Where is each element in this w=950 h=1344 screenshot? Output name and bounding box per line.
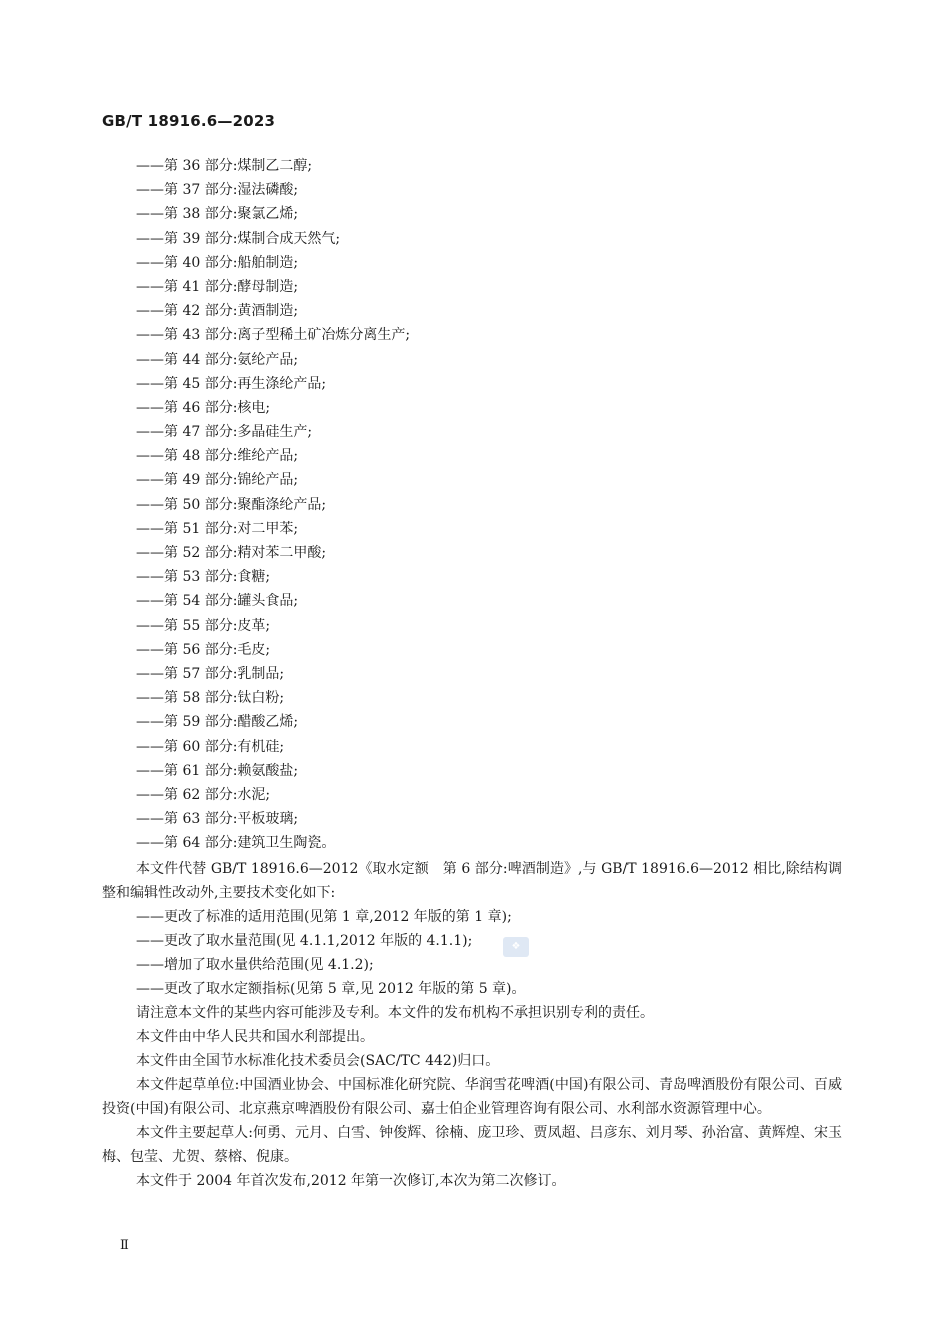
list-item: ——第 44 部分:氨纶产品; xyxy=(136,351,299,368)
document-body xyxy=(102,857,842,1193)
page-number: Ⅱ xyxy=(120,1238,129,1253)
list-item: ——第 59 部分:醋酸乙烯; xyxy=(136,714,299,731)
list-item: ——第 46 部分:核电; xyxy=(136,399,271,416)
list-item: ——第 61 部分:赖氨酸盐; xyxy=(136,762,299,779)
list-item: ——第 52 部分:精对苯二甲酸; xyxy=(136,545,327,561)
replacement-paragraph: 本文件代替 GB/T 18916.6—2012《取水定额 第 6 部分:啤酒制造》,与 GB/T 18916.6—2012 相比,除结构调整和编辑性改动外,主要技术变化如下: xyxy=(102,861,842,901)
list-item: ——第 57 部分:乳制品; xyxy=(136,665,285,682)
list-item: ——第 64 部分:建筑卫生陶瓷。 xyxy=(136,835,336,852)
list-item: ——第 50 部分:聚酯涤纶产品; xyxy=(136,496,327,513)
change-item: ——更改了取水定额指标(见第 5 章,见 2012 年版的第 5 章)。 xyxy=(136,981,526,997)
list-item: ——第 62 部分:水泥; xyxy=(136,786,271,803)
change-item: ——更改了取水量范围(见 4.1.1,2012 年版的 4.1.1); xyxy=(136,933,473,949)
list-item: ——第 40 部分:船舶制造; xyxy=(136,254,299,271)
list-item: ——第 39 部分:煤制合成天然气; xyxy=(136,230,341,247)
list-item: ——第 48 部分:维纶产品; xyxy=(136,448,299,465)
list-item: ——第 60 部分:有机硅; xyxy=(136,738,285,755)
parts-list xyxy=(136,154,410,855)
drafting-units-paragraph: 本文件起草单位:中国酒业协会、中国标准化研究院、华润雪花啤酒(中国)有限公司、青岛啤酒股份有限公司、百威投资(中国)有限公司、北京燕京啤酒股份有限公司、嘉士伯企业管理咨询有限公司、水利部水资源管理中心。 xyxy=(102,1077,842,1117)
proposer-paragraph: 本文件由中华人民共和国水利部提出。 xyxy=(136,1029,374,1045)
list-item: ——第 56 部分:毛皮; xyxy=(136,641,271,658)
list-item: ——第 47 部分:多晶硅生产; xyxy=(136,424,313,441)
list-item: ——第 49 部分:锦纶产品; xyxy=(136,472,299,489)
committee-paragraph: 本文件由全国节水标准化技术委员会(SAC/TC 442)归口。 xyxy=(136,1053,500,1069)
list-item: ——第 36 部分:煤制乙二醇; xyxy=(136,158,313,174)
list-item: ——第 54 部分:罐头食品; xyxy=(136,593,299,610)
change-item: ——增加了取水量供给范围(见 4.1.2); xyxy=(136,957,374,973)
watermark-logo-icon: ❖ xyxy=(503,937,529,957)
list-item: ——第 38 部分:聚氯乙烯; xyxy=(136,206,299,223)
list-item: ——第 42 部分:黄酒制造; xyxy=(136,303,299,320)
list-item: ——第 41 部分:酵母制造; xyxy=(136,278,299,295)
change-item: ——更改了标准的适用范围(见第 1 章,2012 年版的第 1 章); xyxy=(136,909,512,925)
list-item: ——第 53 部分:食糖; xyxy=(136,569,271,586)
drafters-paragraph: 本文件主要起草人:何勇、元月、白雪、钟俊辉、徐楠、庞卫珍、贾凤超、吕彦东、刘月琴、孙治富、黄辉煌、宋玉梅、包莹、尤贺、蔡榕、倪康。 xyxy=(102,1125,842,1165)
list-item: ——第 43 部分:离子型稀土矿冶炼分离生产; xyxy=(136,327,411,344)
list-item: ——第 45 部分:再生涤纶产品; xyxy=(136,375,327,392)
list-item: ——第 37 部分:湿法磷酸; xyxy=(136,182,299,199)
history-paragraph: 本文件于 2004 年首次发布,2012 年第一次修订,本次为第二次修订。 xyxy=(136,1173,566,1189)
patent-paragraph: 请注意本文件的某些内容可能涉及专利。本文件的发布机构不承担识别专利的责任。 xyxy=(136,1005,654,1021)
list-item: ——第 58 部分:钛白粉; xyxy=(136,690,285,707)
document-code: GB/T 18916.6—2023 xyxy=(102,112,276,130)
list-item: ——第 63 部分:平板玻璃; xyxy=(136,811,299,828)
list-item: ——第 51 部分:对二甲苯; xyxy=(136,520,299,537)
list-item: ——第 55 部分:皮革; xyxy=(136,617,271,634)
